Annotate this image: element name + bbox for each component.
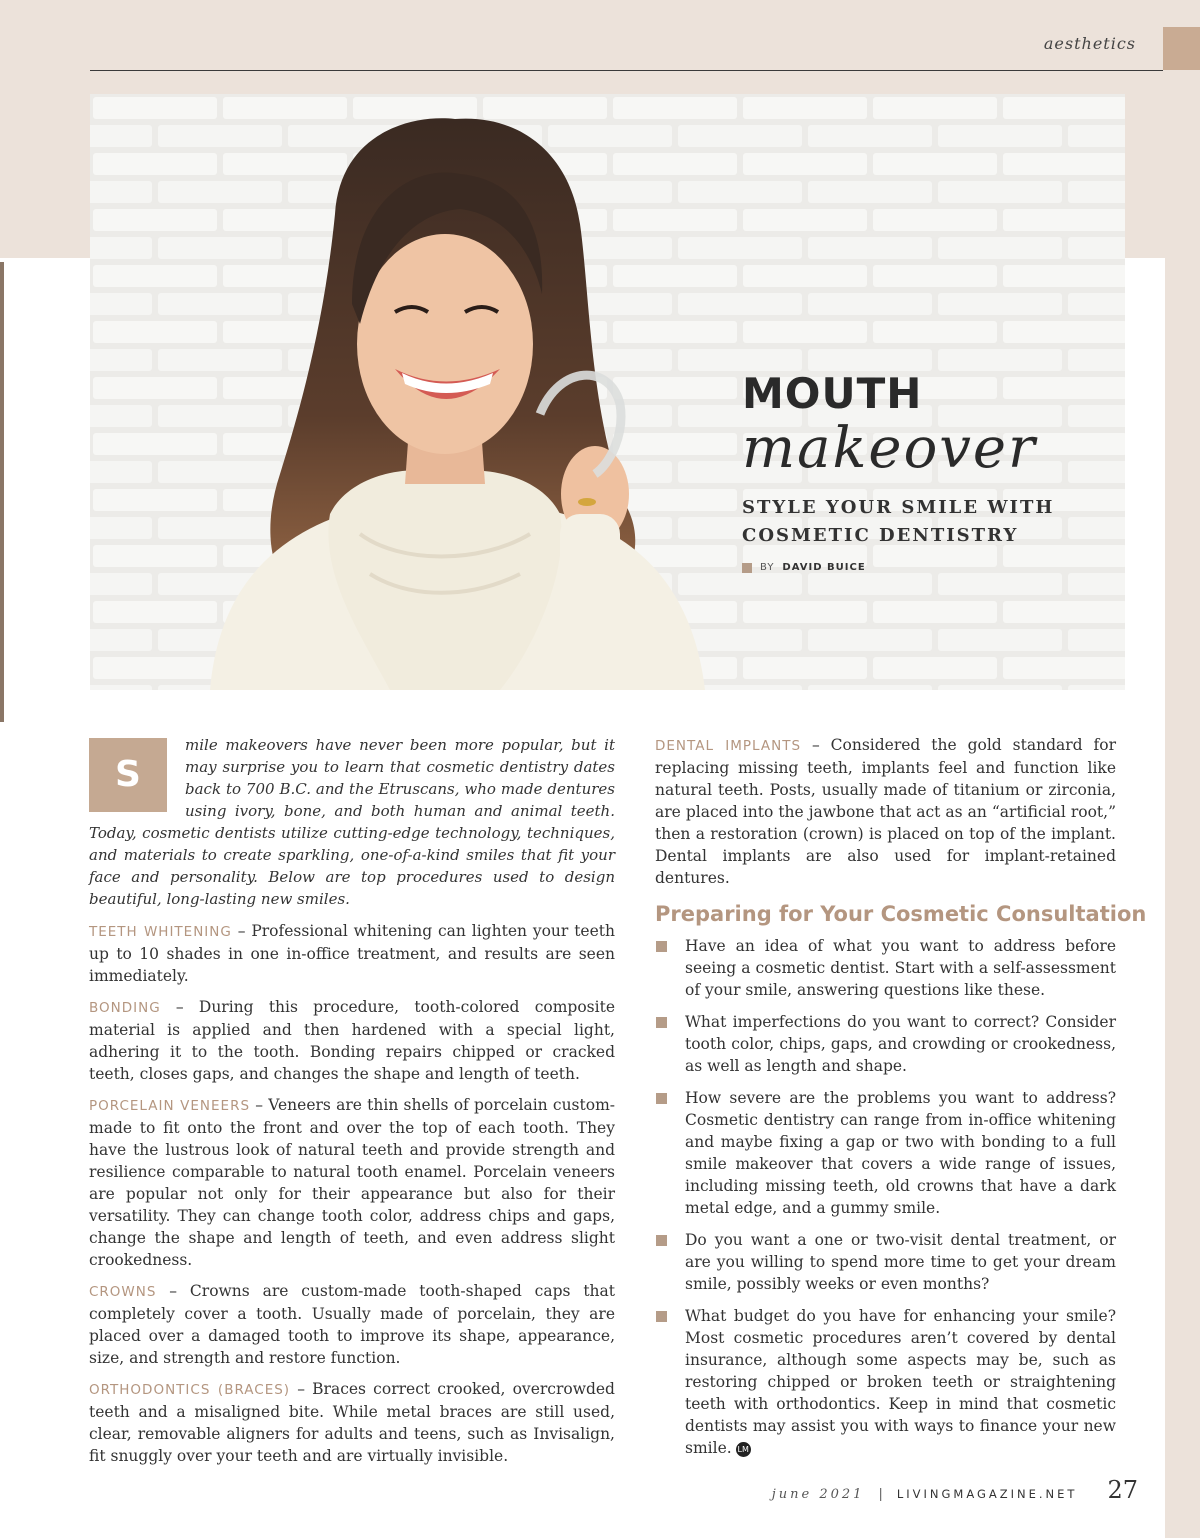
consultation-list bbox=[655, 935, 1116, 1459]
left-column bbox=[89, 734, 615, 1476]
author-name: DAVID BUICE bbox=[782, 562, 866, 573]
list-item-text: Have an idea of what you want to address before seeing a cosmetic dentist. Start with a self-assessment of your smile, answering questions like these. bbox=[685, 937, 1116, 999]
page-footer bbox=[772, 1476, 1138, 1504]
right-column bbox=[655, 734, 1147, 1469]
consultation-heading: Preparing for Your Cosmetic Consultation bbox=[655, 902, 1147, 926]
issue-date: june 2021 bbox=[771, 1487, 865, 1502]
list-item bbox=[655, 1011, 1116, 1077]
list-item bbox=[655, 1305, 1116, 1459]
end-mark-icon: LM bbox=[736, 1442, 751, 1457]
bullet-square-icon bbox=[656, 1093, 667, 1104]
bullet-square-icon bbox=[656, 1311, 667, 1322]
drop-cap: S bbox=[89, 738, 167, 812]
bullet-square-icon bbox=[656, 941, 667, 952]
section-label: aesthetics bbox=[1043, 34, 1136, 53]
article-title: MOUTH bbox=[742, 369, 923, 418]
list-item-text: What imperfections do you want to correct? Consider tooth color, chips, gaps, and crowding or crookedness, as well as length and shape. bbox=[685, 1013, 1116, 1075]
page-number: 27 bbox=[1107, 1476, 1138, 1504]
procedure-porcelain-veneers bbox=[89, 1094, 615, 1271]
bullet-square-icon bbox=[656, 1235, 667, 1246]
procedure-text: – Crowns are custom-made tooth-shaped caps that completely cover a tooth. Usually made of porcelain, they are placed over a damaged tooth to improve its shape, appearance, size, and strength and restore function. bbox=[89, 1282, 615, 1367]
procedure-label: DENTAL IMPLANTS bbox=[655, 738, 802, 754]
list-item-text: How severe are the problems you want to address? Cosmetic dentistry can range from in-office whitening and maybe fixing a gap or two with bonding to a full smile makeover that covers a wide range of issues, including missing teeth, old crowns that have a dark metal edge, and a gummy smile. bbox=[685, 1089, 1116, 1217]
procedure-text: – Professional whitening can lighten your teeth up to 10 shades in one in-office treatment, and results are seen immediately. bbox=[89, 922, 615, 985]
website-link[interactable]: LIVINGMAGAZINE.NET bbox=[896, 1487, 1078, 1501]
procedure-text: – Veneers are thin shells of porcelain custom-made to fit onto the front and over the top of each tooth. They have the lustrous look of natural teeth and provide strength and resilience comparable to natural tooth enamel. Porcelain veneers are popular not only for their appearance but also for their versatility. They can change tooth color, address chips and gaps, change the shape and length of teeth, and even address slight crookedness. bbox=[89, 1096, 616, 1269]
procedure-teeth-whitening bbox=[89, 920, 615, 987]
procedure-bonding bbox=[89, 996, 615, 1085]
list-item bbox=[655, 1229, 1116, 1295]
bullet-square-icon bbox=[656, 1017, 667, 1028]
procedure-text: – Braces correct crooked, overcrowded teeth and a misaligned bite. While metal braces are still used, clear, removable aligners for adults and teens, such as Invisalign, fit snuggly over your teeth and are virtually invisible. bbox=[89, 1380, 615, 1465]
procedure-dental-implants bbox=[655, 734, 1116, 889]
procedure-label: PORCELAIN VENEERS bbox=[89, 1098, 251, 1114]
procedure-orthodontics bbox=[89, 1378, 615, 1467]
procedure-text: – During this procedure, tooth-colored composite material is applied and then hardened with a special light, adhering it to the tooth. Bonding repairs chipped or cracked teeth, closes gaps, and changes the shape and length of teeth. bbox=[89, 998, 615, 1083]
header-rule bbox=[90, 70, 1163, 71]
list-item-text: What budget do you have for enhancing your smile? Most cosmetic procedures aren’t covered by dental insurance, although some aspects may be, such as restoring chipped or broken teeth or straightening teeth with orthodontics. Keep in mind that cosmetic dentists may assist you with ways to finance your new smile. bbox=[685, 1307, 1116, 1457]
procedure-label: BONDING bbox=[89, 1000, 161, 1016]
procedure-crowns bbox=[89, 1280, 615, 1369]
list-item-text: Do you want a one or two-visit dental treatment, or are you willing to spend more time to get your dream smile, possibly weeks or even months? bbox=[685, 1231, 1116, 1293]
procedure-text: – Considered the gold standard for replacing missing teeth, implants feel and function like natural teeth. Posts, usually made of titanium or zirconia, are placed into the jawbone that act as an “artificial root,” then a restoration (crown) is placed on top of the implant. Dental implants are also used for implant-retained dentures. bbox=[655, 736, 1116, 887]
article-subtitle: STYLE YOUR SMILE WITH COSMETIC DENTISTRY bbox=[742, 497, 1055, 546]
left-edge-strip bbox=[0, 262, 4, 722]
byline-prefix: BY bbox=[760, 562, 775, 573]
article-title-script: makeover bbox=[742, 416, 1037, 481]
list-item bbox=[655, 1087, 1116, 1219]
procedure-label: TEETH WHITENING bbox=[89, 924, 232, 940]
procedure-label: ORTHODONTICS (BRACES) bbox=[89, 1382, 291, 1398]
right-edge-strip bbox=[1165, 258, 1200, 1538]
article-title-block bbox=[742, 368, 1102, 573]
section-tab bbox=[1163, 27, 1200, 70]
list-item bbox=[655, 935, 1116, 1001]
byline-square-icon bbox=[742, 563, 752, 573]
procedure-label: CROWNS bbox=[89, 1284, 157, 1300]
byline bbox=[742, 562, 1102, 573]
intro-paragraph: mile makeovers have never been more popular, but it may surprise you to learn that cosmetic dentistry dates back to 700 B.C. and the Etruscans, who made dentures using ivory, bone, and both human and animal teeth. Today, cosmetic dentists utilize cutting-edge technology, techniques, and materials to create sparkling, one-of-a-kind smiles that fit your face and personality. Below are top procedures used to design beautiful, long-lasting new smiles. bbox=[89, 736, 615, 908]
footer-separator: | bbox=[878, 1487, 883, 1502]
